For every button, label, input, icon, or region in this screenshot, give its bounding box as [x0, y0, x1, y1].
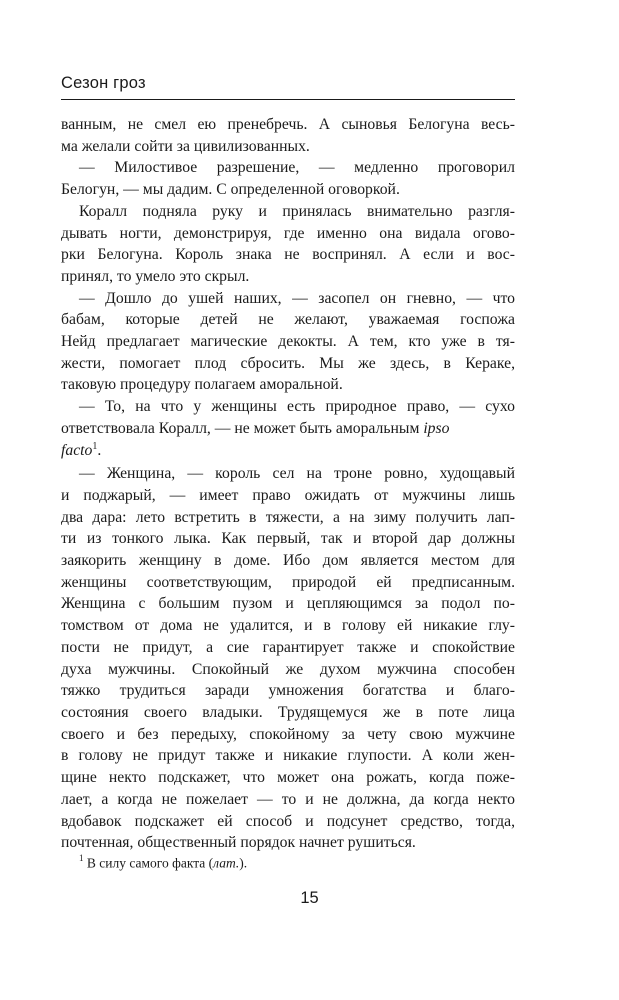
- text-line: пости не придут, а сие гарантирует также и спокойствие: [61, 638, 515, 656]
- footnote-text: В силу самого факта (: [86, 855, 214, 871]
- text-line: ванным, не смел ею пренебречь. А сыновья Белогуна весь-: [61, 116, 515, 133]
- text-line: [61, 440, 515, 464]
- header-rule: [61, 99, 515, 100]
- text-line: дывать ногти, демонстрируя, где именно она видала огово-: [61, 224, 515, 242]
- text-line: ма желали сойти за цивилизованных.: [61, 137, 310, 155]
- text-line: щине некто подскажет, что может она рожать, когда поже-: [61, 769, 515, 787]
- text-line: состояния своего владыки. Трудящемуся же в поте лица: [61, 703, 515, 721]
- text-line: — Женщина, — король сел на троне ровно, худощавый: [79, 465, 515, 483]
- text-line: — Дошло до ушей наших, — засопел он гневно, — что: [79, 289, 515, 307]
- text-line: бабам, которые детей не желают, уважаемая госпожа: [61, 311, 515, 329]
- text-line: вдобавок подскажет ей способ и подсунет средство, тогда,: [61, 812, 515, 830]
- text-line: в голову не придут также и никакие глупости. А коли жен-: [61, 747, 515, 765]
- text-line: Женщина с большим пузом и цепляющимся за подол по-: [61, 595, 515, 613]
- footnote-marker: 1: [79, 853, 84, 863]
- text-line: — То, на что у женщины есть природное право, — сухо: [79, 398, 515, 416]
- text-line: заякорить женщину в доме. Ибо дом является местом для: [61, 552, 515, 570]
- text-line: лает, а когда не пожелает — то и не должна, да когда некто: [61, 790, 515, 808]
- text-line: рки Белогуна. Король знака не воспринял. А если и вос-: [61, 246, 515, 264]
- text-line: — Милостивое разрешение, — медленно проговорил: [79, 159, 515, 177]
- running-title: Сезон гроз: [61, 74, 146, 92]
- body-text: [61, 114, 515, 854]
- text-line: жести, помогает плод сбросить. Мы же здесь, в Кераке,: [61, 354, 515, 372]
- text-line: принял, то умело это скрыл.: [61, 267, 250, 285]
- text-line: духа мужчины. Спокойный же духом мужчина способен: [61, 660, 515, 678]
- footnote-reference: 1: [92, 440, 98, 452]
- text-line: два дара: лето встретить в тяжести, а на зиму получить лап-: [61, 508, 515, 526]
- page-number: 15: [300, 889, 319, 907]
- text-line: Нейд предлагает магические декокты. А тем, кто уже в тя-: [61, 333, 515, 351]
- text-line: таковую процедуру полагаем аморальной.: [61, 376, 343, 394]
- footnote-text-end: ).: [239, 855, 248, 871]
- footnote: [79, 850, 247, 873]
- text-line: Белогун, — мы дадим. С определенной оговоркой.: [61, 181, 400, 199]
- latin-phrase: ipso: [423, 419, 450, 437]
- text-line: томством от дома не удалится, и в голову ей никакие глу-: [61, 617, 515, 635]
- text-fragment: ответствовала Коралл, — не может быть аморальным: [61, 419, 420, 437]
- text-line: ти из тонкого лыка. Как первый, так и второй дар должны: [61, 530, 515, 548]
- text-line: женщины соответствующим, природой ей предписанным.: [61, 573, 515, 591]
- text-line: почтенная, общественный порядок начнет рушиться.: [61, 834, 416, 852]
- text-line: тяжко трудиться заради умножения богатства и благо-: [61, 682, 515, 700]
- text-line: Коралл подняла руку и принялась внимательно разгля-: [79, 202, 515, 220]
- text-fragment: .: [97, 441, 102, 459]
- latin-phrase: facto: [61, 441, 93, 459]
- text-line: [61, 418, 515, 440]
- text-line: и поджарый, — имеет право ожидать от мужчины лишь: [61, 486, 515, 504]
- text-line: своего и без передыху, спокойному за чету свою мужчине: [61, 725, 515, 743]
- footnote-language: лат.: [213, 855, 240, 871]
